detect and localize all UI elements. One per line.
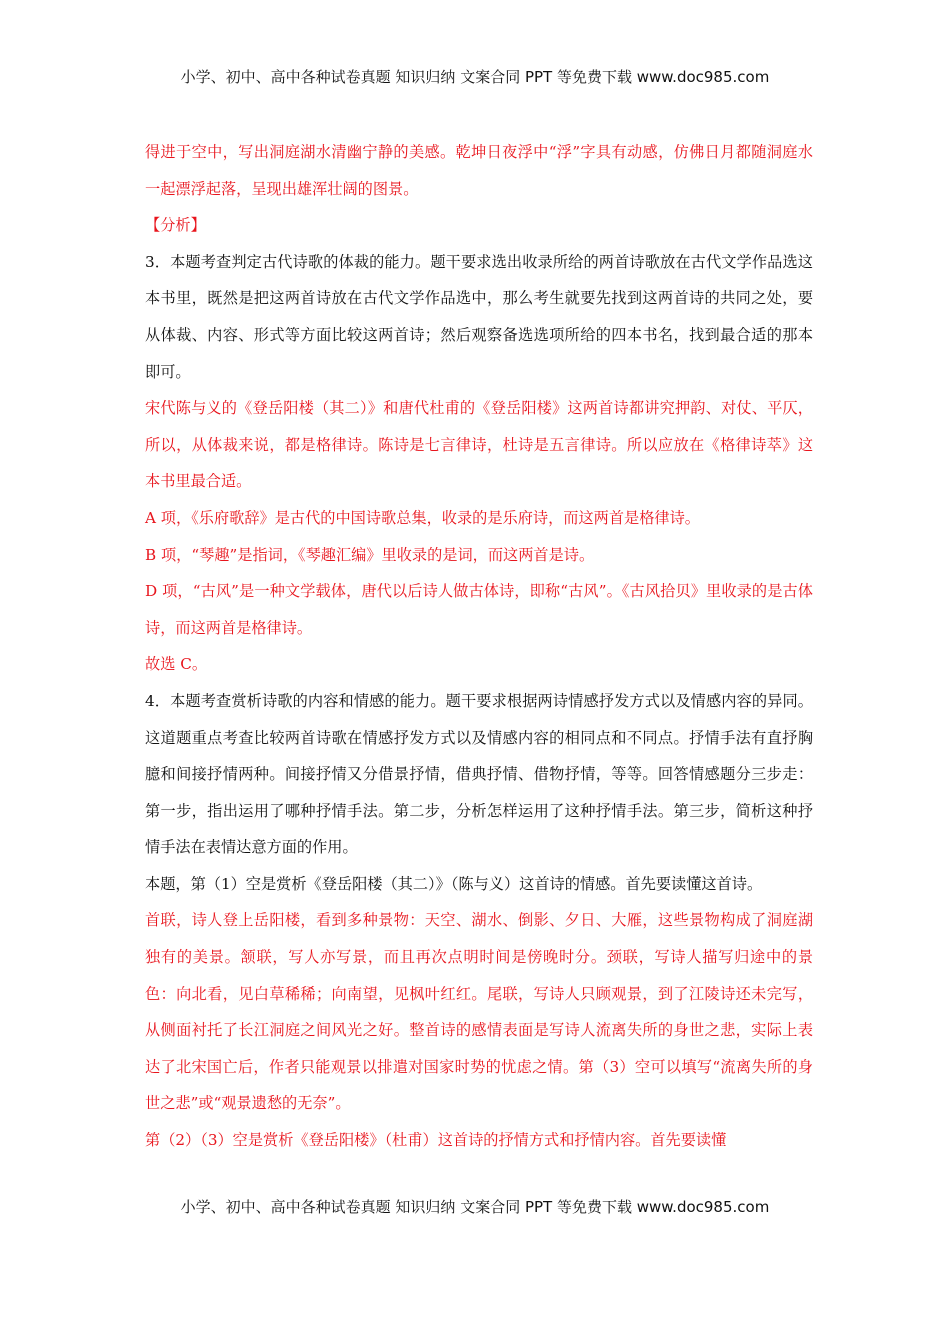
q3-conclusion: 故选 C。: [145, 655, 208, 674]
q4-blank23: 第（2）（3）空是赏析《登岳阳楼》（杜甫）这首诗的抒情方式和抒情内容。首先要读懂: [145, 1131, 727, 1150]
q3-option-b: B 项，“琴趣”是指词，《琴趣汇编》里收录的是词，而这两首是诗。: [145, 545, 595, 564]
q4-answer1: 首联，诗人登上岳阳楼，看到多种景物：天空、湖水、倒影、夕日、大雁，这些景物构成了洞庭湖独有的美景。颔联，写人亦写景，而且再次点明时间是傍晚时分。颈联，写诗人描写归途中的景色：向北看，见白草稀稀；向南望，见枫叶红红。尾联，写诗人只顾观景，到了江陵诗还未完写，从侧面衬托了长江洞庭之间风光之好。整首诗的感情表面是写诗人流离失所的身世之悲，实际上表达了北宋国亡后，作者只能观景以排遣对国家时势的忧虑之情。第（3）空可以填写“流离失所的身世之悲”或“观景遗愁的无奈”。: [145, 911, 813, 1113]
document-body: [145, 134, 813, 1159]
analysis-label: 【分析】: [145, 216, 206, 235]
page-header: 小学、初中、高中各种试卷真题 知识归纳 文案合同 PPT 等免费下载 www.doc985.com: [180, 68, 770, 86]
q4-blank1: 本题，第（1）空是赏析《登岳阳楼（其二）》（陈与义）这首诗的情感。首先要读懂这首诗。: [145, 874, 763, 893]
q3-option-a: A 项，《乐府歌辞》是古代的中国诗歌总集，收录的是乐府诗，而这两首是格律诗。: [145, 508, 700, 527]
q3-option-d: D 项，“古风”是一种文学载体，唐代以后诗人做古体诗，即称“古风”。《古风拾贝》里收录的是古体诗，而这两首是格律诗。: [145, 582, 813, 637]
page-footer: 小学、初中、高中各种试卷真题 知识归纳 文案合同 PPT 等免费下载 www.doc985.com: [180, 1198, 770, 1216]
answer-continuation: 得进于空中，写出洞庭湖水清幽宁静的美感。乾坤日夜浮中“浮”字具有动感，仿佛日月都随洞庭水一起漂浮起落，呈现出雄浑壮阔的图景。: [145, 143, 813, 198]
q4-intro: 4．本题考查赏析诗歌的内容和情感的能力。题干要求根据两诗情感抒发方式以及情感内容的异同。这道题重点考查比较两首诗歌在情感抒发方式以及情感内容的相同点和不同点。抒情手法有直抒胸臆和间接抒情两种。间接抒情又分借景抒情，借典抒情、借物抒情，等等。回答情感题分三步走：第一步，指出运用了哪种抒情手法。第二步，分析怎样运用了这种抒情手法。第三步，简析这种抒情手法在表情达意方面的作用。: [145, 691, 813, 857]
q3-intro: 3．本题考查判定古代诗歌的体裁的能力。题干要求选出收录所给的两首诗歌放在古代文学作品选这本书里，既然是把这两首诗放在古代文学作品选中，那么考生就要先找到这两首诗的共同之处，要从体裁、内容、形式等方面比较这两首诗；然后观察备选选项所给的四本书名，找到最合适的那本即可。: [145, 252, 813, 381]
q3-answer: 宋代陈与义的《登岳阳楼（其二）》和唐代杜甫的《登岳阳楼》这两首诗都讲究押韵、对仗、平仄，所以，从体裁来说，都是格律诗。陈诗是七言律诗，杜诗是五言律诗。所以应放在《格律诗萃》这本书里最合适。: [145, 399, 813, 491]
